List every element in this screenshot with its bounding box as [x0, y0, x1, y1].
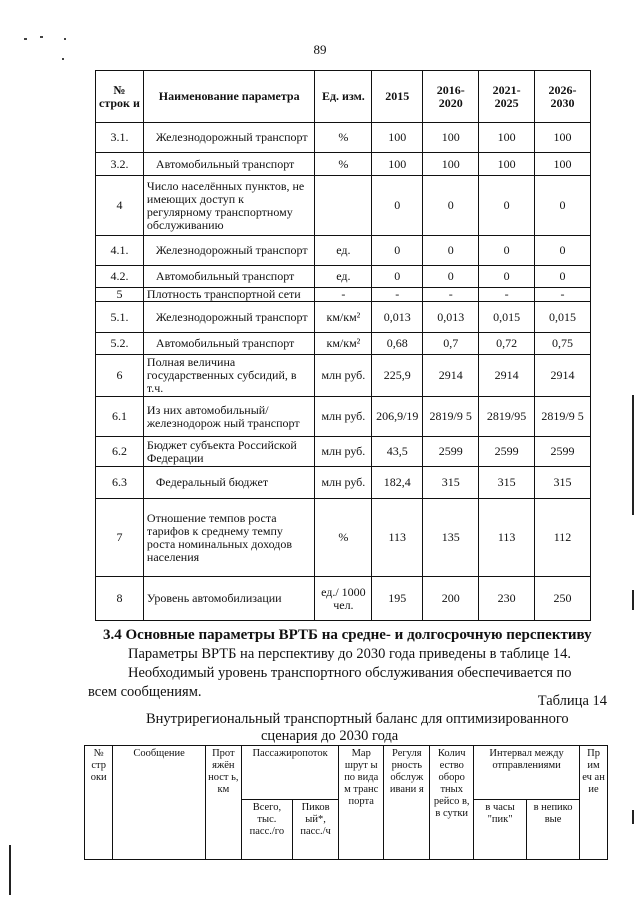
value-2015: 100	[372, 153, 423, 176]
value-2021-2025: 100	[479, 123, 535, 153]
value-2026-2030: 2914	[535, 355, 591, 397]
parameter-name: Автомобильный транспорт	[143, 153, 315, 176]
parameters-table	[95, 70, 591, 621]
header-row-number: № стр оки	[85, 746, 113, 860]
transport-balance-table	[84, 745, 608, 860]
value-2026-2030: 2819/9 5	[535, 397, 591, 437]
value-2021-2025: 2599	[479, 437, 535, 467]
table-row	[96, 123, 591, 153]
table-row	[96, 153, 591, 176]
table-row	[96, 236, 591, 266]
value-2016-2020: 135	[423, 499, 479, 577]
value-2026-2030: 100	[535, 153, 591, 176]
value-2021-2025: 100	[479, 153, 535, 176]
table-row	[96, 288, 591, 302]
scan-speck	[40, 36, 43, 38]
value-2021-2025: 2819/95	[479, 397, 535, 437]
value-2016-2020: 0,013	[423, 302, 479, 333]
value-2016-2020: 100	[423, 123, 479, 153]
row-number: 6	[96, 355, 144, 397]
value-2026-2030: 0	[535, 266, 591, 288]
header-2015: 2015	[372, 71, 423, 123]
value-2021-2025: 113	[479, 499, 535, 577]
value-2021-2025: 0,72	[479, 333, 535, 355]
unit: млн руб.	[315, 437, 372, 467]
paragraph-2-line-2: всем сообщениям.	[88, 684, 202, 700]
header-passenger-flow: Пассажиропоток	[241, 746, 338, 800]
value-2016-2020: 0,7	[423, 333, 479, 355]
value-2015: 0	[372, 176, 423, 236]
header-total: Всего, тыс. пасс./го	[241, 800, 292, 860]
row-number: 6.1	[96, 397, 144, 437]
header-note: Пр им еч ан ие	[580, 746, 608, 860]
value-2021-2025: 0,015	[479, 302, 535, 333]
value-2015: 0	[372, 236, 423, 266]
value-2026-2030: 0,75	[535, 333, 591, 355]
parameter-name: Бюджет субъекта Российской Федерации	[143, 437, 315, 467]
header-peak-hours: в часы "пик"	[474, 800, 527, 860]
value-2021-2025: 2914	[479, 355, 535, 397]
value-2016-2020: 100	[423, 153, 479, 176]
row-number: 5.1.	[96, 302, 144, 333]
table-row	[96, 467, 591, 499]
header-2021-2025: 2021-2025	[479, 71, 535, 123]
header-peak-flow: Пиков ый*, пасс./ч	[292, 800, 338, 860]
row-number: 6.2	[96, 437, 144, 467]
parameter-name: Полная величина государственных субсидий, в т.ч.	[143, 355, 315, 397]
unit: %	[315, 499, 372, 577]
unit: %	[315, 123, 372, 153]
value-2015: 195	[372, 577, 423, 621]
value-2015: 100	[372, 123, 423, 153]
unit: ед./ 1000 чел.	[315, 577, 372, 621]
value-2015: -	[372, 288, 423, 302]
value-2021-2025: 0	[479, 176, 535, 236]
table-caption-line-2: сценария до 2030 года	[261, 728, 399, 744]
table-row	[96, 176, 591, 236]
value-2016-2020: 200	[423, 577, 479, 621]
unit: км/км²	[315, 333, 372, 355]
value-2016-2020: 315	[423, 467, 479, 499]
value-2016-2020: 2819/9 5	[423, 397, 479, 437]
unit: -	[315, 288, 372, 302]
header-2016-2020: 2016-2020	[423, 71, 479, 123]
row-number: 7	[96, 499, 144, 577]
value-2016-2020: 2914	[423, 355, 479, 397]
value-2026-2030: 2599	[535, 437, 591, 467]
header-interval: Интервал между отправлениями	[474, 746, 580, 800]
value-2016-2020: 0	[423, 236, 479, 266]
parameter-name: Железнодорожный транспорт	[143, 302, 315, 333]
value-2026-2030: 0	[535, 236, 591, 266]
table-row	[96, 266, 591, 288]
scan-speck	[64, 38, 66, 40]
value-2026-2030: 0	[535, 176, 591, 236]
value-2016-2020: 0	[423, 266, 479, 288]
header-unit: Ед. изм.	[315, 71, 372, 123]
value-2015: 0	[372, 266, 423, 288]
parameter-name: Число населённых пунктов, не имеющих доступ к регулярному транспортному обслуживанию	[143, 176, 315, 236]
value-2015: 182,4	[372, 467, 423, 499]
row-number: 5.2.	[96, 333, 144, 355]
scan-edge-mark	[9, 845, 11, 895]
value-2021-2025: 315	[479, 467, 535, 499]
row-number: 8	[96, 577, 144, 621]
table-row	[96, 437, 591, 467]
value-2015: 0,68	[372, 333, 423, 355]
header-message: Сообщение	[113, 746, 205, 860]
table-label: Таблица 14	[537, 693, 607, 709]
value-2015: 43,5	[372, 437, 423, 467]
parameter-name: Автомобильный транспорт	[143, 333, 315, 355]
unit: км/км²	[315, 302, 372, 333]
header-parameter-name: Наименование параметра	[143, 71, 315, 123]
table-row	[96, 499, 591, 577]
header-row-number: № строк и	[96, 71, 144, 123]
table-row	[96, 577, 591, 621]
unit: млн руб.	[315, 355, 372, 397]
row-number: 3.2.	[96, 153, 144, 176]
value-2021-2025: 0	[479, 266, 535, 288]
table-row	[96, 302, 591, 333]
unit: ед.	[315, 266, 372, 288]
parameter-name: Федеральный бюджет	[143, 467, 315, 499]
row-number: 6.3	[96, 467, 144, 499]
parameter-name: Железнодорожный транспорт	[143, 123, 315, 153]
unit: %	[315, 153, 372, 176]
value-2026-2030: 0,015	[535, 302, 591, 333]
scan-speck	[24, 38, 27, 40]
value-2016-2020: 0	[423, 176, 479, 236]
table-row	[96, 333, 591, 355]
value-2021-2025: 230	[479, 577, 535, 621]
row-number: 4	[96, 176, 144, 236]
parameter-name: Из них автомобильный/железнодорож ный транспорт	[143, 397, 315, 437]
header-length: Прот яжён ност ь, км	[205, 746, 241, 860]
table-header-row	[85, 746, 608, 800]
paragraph-2-line-1: Необходимый уровень транспортного обслуживания обеспечивается по	[128, 665, 572, 681]
header-trips: Колич ество оборо тных рейсо в, в сутки	[430, 746, 474, 860]
header-offpeak-hours: в непико вые	[527, 800, 580, 860]
header-regularity: Регуля рность обслуж ивани я	[384, 746, 430, 860]
value-2026-2030: 315	[535, 467, 591, 499]
value-2026-2030: -	[535, 288, 591, 302]
value-2021-2025: -	[479, 288, 535, 302]
value-2015: 113	[372, 499, 423, 577]
value-2016-2020: 2599	[423, 437, 479, 467]
value-2021-2025: 0	[479, 236, 535, 266]
value-2015: 225,9	[372, 355, 423, 397]
table-header-row	[96, 71, 591, 123]
parameter-name: Уровень автомобилизации	[143, 577, 315, 621]
unit: млн руб.	[315, 397, 372, 437]
value-2026-2030: 250	[535, 577, 591, 621]
parameter-name: Железнодорожный транспорт	[143, 236, 315, 266]
header-2026-2030: 2026-2030	[535, 71, 591, 123]
value-2015: 206,9/19	[372, 397, 423, 437]
row-number: 4.1.	[96, 236, 144, 266]
table-row	[96, 397, 591, 437]
parameter-name: Плотность транспортной сети	[143, 288, 315, 302]
value-2015: 0,013	[372, 302, 423, 333]
scan-speck	[62, 58, 64, 60]
unit	[315, 176, 372, 236]
value-2026-2030: 100	[535, 123, 591, 153]
header-routes: Мар шрут ы по вида м транс порта	[339, 746, 384, 860]
value-2026-2030: 112	[535, 499, 591, 577]
scan-edge-mark	[632, 810, 634, 824]
table-caption-line-1: Внутрирегиональный транспортный баланс для оптимизированного	[146, 711, 569, 727]
scan-edge-mark	[632, 395, 634, 515]
value-2016-2020: -	[423, 288, 479, 302]
row-number: 5	[96, 288, 144, 302]
unit: млн руб.	[315, 467, 372, 499]
unit: ед.	[315, 236, 372, 266]
paragraph-1: Параметры ВРТБ на перспективу до 2030 года приведены в таблице 14.	[128, 646, 571, 662]
table-row	[96, 355, 591, 397]
scan-edge-mark	[632, 590, 634, 610]
parameter-name: Отношение темпов роста тарифов к среднему темпу роста номинальных доходов населения	[143, 499, 315, 577]
section-heading: 3.4 Основные параметры ВРТБ на средне- и долгосрочную перспективу	[103, 627, 592, 643]
page-number: 89	[313, 42, 327, 57]
row-number: 4.2.	[96, 266, 144, 288]
row-number: 3.1.	[96, 123, 144, 153]
parameter-name: Автомобильный транспорт	[143, 266, 315, 288]
